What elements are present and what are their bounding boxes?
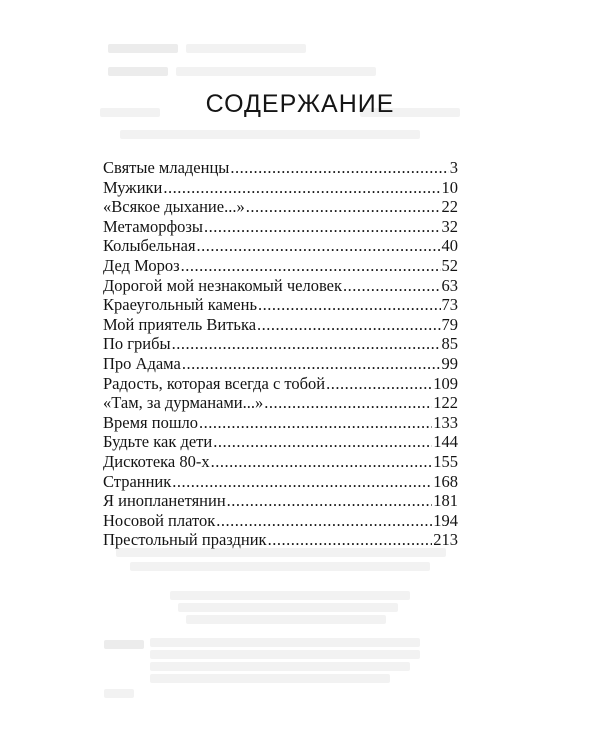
toc-dot-leader	[264, 393, 432, 413]
toc-entry-title: Краеугольный камень	[103, 295, 257, 315]
show-through-line	[170, 591, 410, 600]
toc-entry-page-number: 3	[449, 158, 458, 177]
toc-entry	[103, 276, 458, 296]
toc-entry-title: Мужики	[103, 177, 163, 197]
toc-entry-page-number: 73	[441, 295, 458, 315]
toc-entry-page-number: 10	[441, 177, 458, 197]
toc-dot-leader	[211, 452, 433, 472]
toc-entry	[103, 530, 458, 550]
toc-dot-leader	[230, 158, 448, 178]
toc-entry	[103, 256, 458, 276]
toc-entry-page-number: 63	[441, 275, 458, 295]
toc-entry-title: По грибы	[103, 334, 171, 354]
table-of-contents	[103, 158, 458, 550]
toc-entry-title: Мой приятель Витька	[103, 314, 257, 334]
toc-entry-title: Про Адама	[103, 353, 181, 373]
toc-entry-title: Радость, которая всегда с тобой	[103, 373, 326, 393]
toc-entry	[103, 491, 458, 511]
show-through-line	[150, 638, 420, 647]
toc-dot-leader	[182, 354, 441, 374]
show-through-line	[150, 662, 410, 671]
toc-entry-title: Странник	[103, 471, 172, 491]
toc-entry-title: Носовой платок	[103, 510, 216, 530]
toc-entry-page-number: 133	[433, 412, 458, 432]
show-through-line	[150, 650, 420, 659]
toc-dot-leader	[246, 197, 441, 217]
toc-entry-page-number: 168	[433, 471, 458, 491]
toc-entry-title: Колыбельная	[103, 236, 196, 256]
toc-entry	[103, 432, 458, 452]
toc-entry-title: Святые младенцы	[103, 158, 230, 177]
toc-entry-page-number: 52	[441, 255, 458, 275]
show-through-line	[130, 562, 430, 571]
toc-entry	[103, 197, 458, 217]
toc-dot-leader	[257, 315, 440, 335]
toc-entry-title: Время пошло	[103, 412, 199, 432]
toc-entry-page-number: 79	[441, 314, 458, 334]
toc-entry	[103, 452, 458, 472]
show-through-line	[108, 67, 168, 76]
toc-entry	[103, 393, 458, 413]
toc-dot-leader	[172, 472, 432, 492]
toc-entry-page-number: 85	[441, 334, 458, 354]
toc-entry-title: «Всякое дыхание...»	[103, 197, 245, 217]
toc-dot-leader	[204, 217, 441, 237]
toc-entry-title: Престольный праздник	[103, 530, 267, 550]
show-through-line	[150, 674, 390, 683]
toc-dot-leader	[199, 413, 432, 433]
toc-entry-page-number: 155	[433, 451, 458, 471]
show-through-line	[108, 44, 178, 53]
show-through-line	[178, 603, 398, 612]
toc-entry-page-number: 144	[433, 432, 458, 452]
toc-entry-page-number: 181	[433, 491, 458, 511]
toc-dot-leader	[268, 530, 433, 550]
toc-entry	[103, 334, 458, 354]
toc-entry-page-number: 122	[433, 393, 458, 413]
toc-dot-leader	[216, 511, 432, 531]
toc-dot-leader	[213, 432, 432, 452]
toc-entry	[103, 315, 458, 335]
toc-entry-title: «Там, за дурманами...»	[103, 393, 264, 413]
toc-entry	[103, 236, 458, 256]
toc-entry	[103, 374, 458, 394]
toc-entry-title: Я инопланетянин	[103, 491, 226, 511]
toc-entry-title: Дорогой мой незнакомый человек	[103, 275, 342, 295]
toc-entry-page-number: 32	[441, 216, 458, 236]
show-through-line	[104, 689, 134, 698]
toc-entry	[103, 295, 458, 315]
toc-entry-page-number: 40	[441, 236, 458, 256]
toc-dot-leader	[181, 256, 441, 276]
toc-dot-leader	[258, 295, 441, 315]
toc-entry	[103, 158, 458, 178]
show-through-line	[186, 44, 306, 53]
toc-entry	[103, 178, 458, 198]
toc-entry	[103, 354, 458, 374]
show-through-line	[120, 130, 420, 139]
toc-dot-leader	[163, 178, 440, 198]
toc-entry-page-number: 109	[433, 373, 458, 393]
toc-entry	[103, 217, 458, 237]
toc-entry-title: Дед Мороз	[103, 255, 180, 275]
toc-entry-title: Метаморфозы	[103, 216, 203, 236]
toc-dot-leader	[326, 374, 432, 394]
toc-entry-page-number: 99	[441, 353, 458, 373]
toc-entry-page-number: 213	[433, 530, 458, 550]
toc-entry-title: Будьте как дети	[103, 432, 213, 452]
toc-entry	[103, 413, 458, 433]
toc-entry-page-number: 22	[441, 197, 458, 217]
show-through-line	[176, 67, 376, 76]
toc-entry-title: Дискотека 80-х	[103, 451, 210, 471]
show-through-line	[186, 615, 386, 624]
show-through-line	[104, 640, 144, 649]
toc-dot-leader	[227, 491, 433, 511]
toc-entry	[103, 511, 458, 531]
toc-dot-leader	[343, 276, 441, 296]
toc-dot-leader	[197, 236, 441, 256]
toc-entry-page-number: 194	[433, 510, 458, 530]
toc-entry	[103, 472, 458, 492]
page-title: СОДЕРЖАНИЕ	[205, 90, 395, 118]
toc-dot-leader	[172, 334, 441, 354]
